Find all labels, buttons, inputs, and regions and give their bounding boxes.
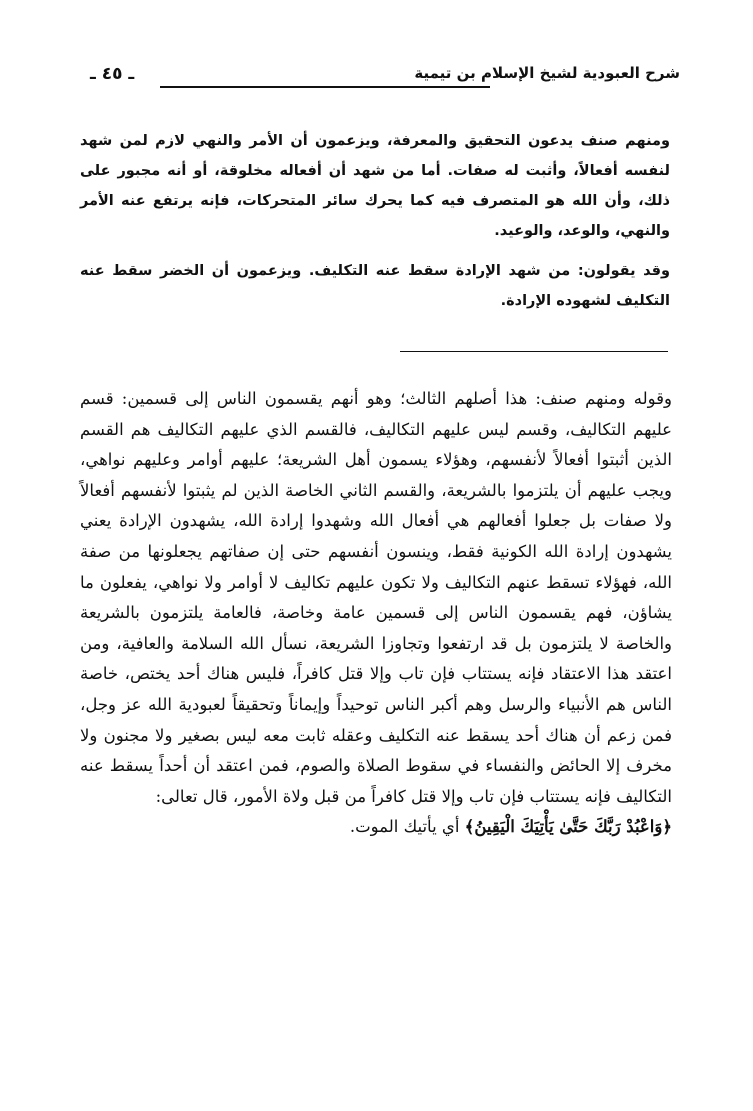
section-divider bbox=[400, 351, 668, 352]
quoted-text-block bbox=[80, 126, 670, 316]
commentary-paragraph bbox=[80, 384, 672, 843]
page-header bbox=[90, 64, 680, 98]
commentary-text bbox=[80, 384, 672, 843]
commentary-body: وقوله ومنهم صنف: هذا أصلهم الثالث؛ وهو أنهم يقسمون الناس إلى قسمين: قسم عليهم التكاليف، وقسم ليس عليهم التكاليف، فالقسم الذي عليهم التكاليف هم القسم الذين أثبتوا أفعالاً لأنفسهم، وهؤلاء يسمون أهل الشريعة؛ عليهم أوامر وعليهم نواهي، ويجب عليهم أن يلتزموا بالشريعة، والقسم الثاني الخاصة الذين لم يثبتوا لأنفسهم أفعالاً ولا صفات بل جعلوا أفعالهم هي أفعال الله وشهدوا إرادة الله، يشهدون الإرادة يعني يشهدون إرادة الله الكونية فقط، وينسون أنفسهم حتى إن صفاتهم يجعلونها من صفة الله، فهؤلاء تسقط عنهم التكاليف ولا تكون عليهم تكاليف لا أوامر ولا نواهي، يفعلون ما يشاؤن، فهم يقسمون الناس إلى قسمين عامة وخاصة، فالعامة يلتزمون بالشريعة والخاصة لا يلتزمون بل قد ارتفعوا وتجاوزا الشريعة، نسأل الله السلامة والعافية، ومن اعتقد هذا الاعتقاد فإنه يستتاب فإن تاب وإلا قتل كافراً، فليس هناك أحد يختص، خاصة الناس هم الأنبياء والرسل وهم أكبر الناس توحيداً وإيماناً وتحقيقاً لعبودية الله عز وجل، فمن زعم أن هناك أحد يسقط عنه التكليف وعقله ثابت معه ليس بصغير ولا مجنون ولا مخرف إلا الحائض والنفساء في سقوط الصلاة والصوم، فمن اعتقد أن أحداً يسقط عنه التكاليف فإنه يستتاب فإن تاب وإلا قتل كافراً من قبل ولاة الأمور، قال تعالى: bbox=[80, 389, 672, 806]
verse-gloss: أي يأتيك الموت. bbox=[349, 817, 460, 837]
running-title: شرح العبودية لشيخ الإسلام بن تيمية bbox=[414, 64, 680, 82]
quoted-paragraph-1: ومنهم صنف يدعون التحقيق والمعرفة، ويزعمون أن الأمر والنهي لازم لمن شهد لنفسه أفعالاً، وأثبت له صفات. أما من شهد أن أفعاله مخلوقة، أو أنه مجبور على ذلك، وأن الله هو المتصرف فيه كما يحرك سائر المتحركات، فإنه يرتفع عنه الأمر والنهي، والوعد، والوعيد. bbox=[80, 133, 670, 239]
page-number: ـ ٤٥ ـ bbox=[90, 64, 135, 84]
quoted-paragraph-2: وقد يقولون: من شهد الإرادة سقط عنه التكليف. ويزعمون أن الخضر سقط عنه التكليف لشهوده الإرادة. bbox=[80, 263, 670, 309]
quran-verse: ﴿وَاعْبُدْ رَبَّكَ حَتَّىٰ يَأْتِيَكَ الْيَقِينُ﴾ bbox=[464, 817, 672, 837]
header-rule bbox=[160, 86, 490, 88]
